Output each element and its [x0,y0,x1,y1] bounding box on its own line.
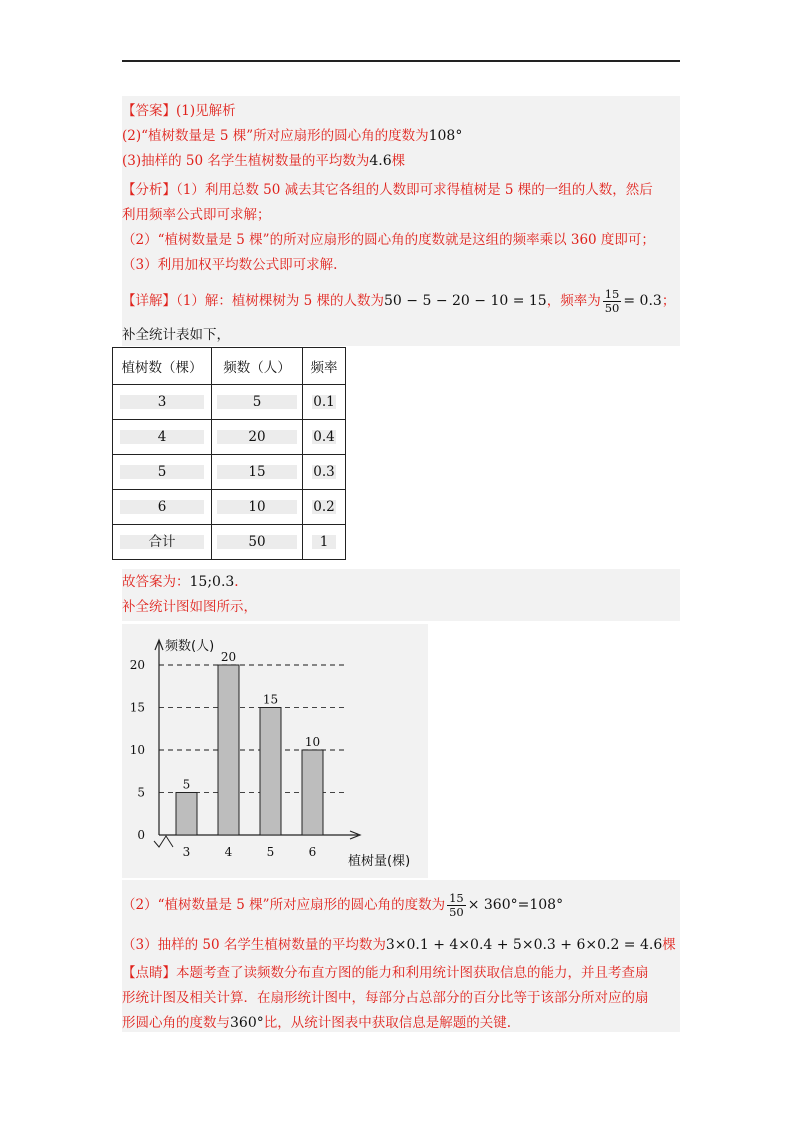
comment-line-1: 【点睛】本题考查了读频数分布直方图的能力和利用统计图获取信息的能力，并且考查扇 [122,965,649,981]
table-cell-value: 5 [217,395,297,409]
table-cell [212,385,303,420]
answer-unit: 棵 [391,153,406,169]
table-cell-value: 20 [217,430,297,444]
part2-fraction-numerator: 15 [449,891,464,905]
after-table-values: 15;0.3 [189,574,235,590]
table-row [113,385,346,420]
x-tick-label: 4 [224,845,233,859]
answer-line-1: 【答案】(1)见解析 [122,103,236,119]
table-cell [113,385,212,420]
axis-break [154,836,173,847]
comment-text-end: 比，从统计图表中获取信息是解题的关键. [263,1015,512,1031]
header-rule [122,60,680,62]
table-cell [212,455,303,490]
detail-fraction [603,288,622,315]
table-cell [303,525,346,560]
detail-line-1 [122,286,675,316]
table-cell [113,525,212,560]
x-tick-label: 3 [182,845,191,859]
part2-line [122,889,563,921]
part2-fraction-denominator: 50 [449,905,464,919]
table-cell [212,525,303,560]
frequency-table [112,347,346,560]
bar [176,793,197,836]
answer-line-2-text: (2)“植树数量是 5 棵”所对应扇形的圆心角的度数为 [122,128,429,144]
analysis-line-2: 利用频率公式即可求解； [122,207,271,223]
answer-line-2 [122,127,462,145]
comment-line-2: 形统计图及相关计算．在扇形统计图中，每部分占总部分的百分比等于该部分所对应的扇 [122,990,649,1006]
x-tick-label: 5 [266,845,275,859]
y-tick-label: 5 [137,785,145,800]
table-cell-value: 1 [312,535,336,549]
part2-result: × 360°=108° [467,897,564,913]
answer-line-3-text: (3)抽样的 50 名学生植树数量的平均数为 [122,153,370,169]
detail-line-2: 补全统计表如下， [122,327,230,343]
table-header-cell: 频数（人） [212,348,303,385]
analysis-line-3: （2）“植树数量是 5 棵”的所对应扇形的圆心角的度数就是这组的频率乘以 360 度即可； [122,232,655,248]
after-table-text: 故答案为： [122,574,190,590]
bar [302,750,323,835]
table-row [113,525,346,560]
detail-result: = 0.3 [623,293,662,309]
detail-fraction-numerator: 15 [604,287,620,301]
part3-unit: 棵 [662,937,676,953]
table-header-row [113,348,346,385]
bar-data-label: 10 [304,735,321,749]
bar-chart [122,624,428,878]
bar-data-label: 20 [220,650,237,664]
y-axis-label: 频数(人) [165,639,215,654]
bar-data-label: 5 [182,777,191,792]
answer-mean: 4.6 [369,153,392,169]
table-cell-value: 15 [217,465,297,479]
bar-data-label: 15 [262,692,279,707]
after-table-line-1 [122,573,239,591]
table-row [113,490,346,525]
comment-line-3 [122,1014,511,1032]
y-tick-label: 0 [137,828,145,842]
part3-text: （3）抽样的 50 名学生植树数量的平均数为 [122,937,386,953]
part3-line [122,936,676,954]
part2-fraction [447,892,466,919]
table-cell-value: 0.4 [313,429,335,445]
answer-line-3 [122,152,405,170]
table-cell-value: 3 [120,395,204,409]
table-cell-value: 0.2 [313,499,335,515]
detail-fraction-denominator: 50 [604,301,620,315]
detail-text: 【详解】（1）解：植树棵树为 5 棵的人数为 [122,293,385,309]
table-cell [303,455,346,490]
table-cell-value: 50 [217,535,297,549]
table-cell [303,385,346,420]
y-tick-label: 20 [129,658,145,672]
y-tick-label: 15 [129,700,145,715]
detail-frequency-text: ，频率为 [546,293,601,309]
table-cell-value: 0.1 [313,394,335,410]
answer-angle: 108° [428,128,463,144]
table-cell-value: 6 [120,500,204,514]
table-cell-value: 5 [120,465,204,479]
after-table-line-2: 补全统计图如图所示， [122,599,257,615]
y-tick-label: 10 [129,743,145,757]
table-cell [113,490,212,525]
table-cell [212,420,303,455]
analysis-line-1: 【分析】（1）利用总数 50 减去其它各组的人数即可求得植树是 5 棵的一组的人数，然后 [122,182,653,198]
bar [218,665,239,835]
bar [260,708,281,836]
analysis-line-4: （3）利用加权平均数公式即可求解. [122,257,338,273]
table-cell [303,420,346,455]
part2-text: （2）“植树数量是 5 棵”所对应扇形的圆心角的度数为 [122,897,446,913]
x-tick-label: 6 [308,845,317,859]
table-cell-value: 合计 [120,535,204,549]
table-cell-value: 0.3 [313,464,335,480]
table-row [113,455,346,490]
comment-angle: 360° [230,1015,264,1031]
table-cell [113,455,212,490]
table-cell-value: 4 [120,430,204,444]
table-cell-value: 10 [217,500,297,514]
table-header-cell: 植树数（棵） [113,348,212,385]
table-cell [113,420,212,455]
detail-semicolon: ； [661,293,676,309]
table-header-cell: 频率 [303,348,346,385]
after-table-period: . [234,574,239,590]
comment-text: 形圆心角的度数与 [122,1015,230,1031]
detail-equation: 50 − 5 − 20 − 10 = 15 [384,293,547,309]
table-cell [303,490,346,525]
table-row [113,420,346,455]
table-cell [212,490,303,525]
x-axis-label: 植树量(棵) [348,854,411,869]
part3-equation: 3×0.1 + 4×0.4 + 5×0.3 + 6×0.2 = 4.6 [385,937,663,953]
bar-chart-panel [122,624,428,878]
